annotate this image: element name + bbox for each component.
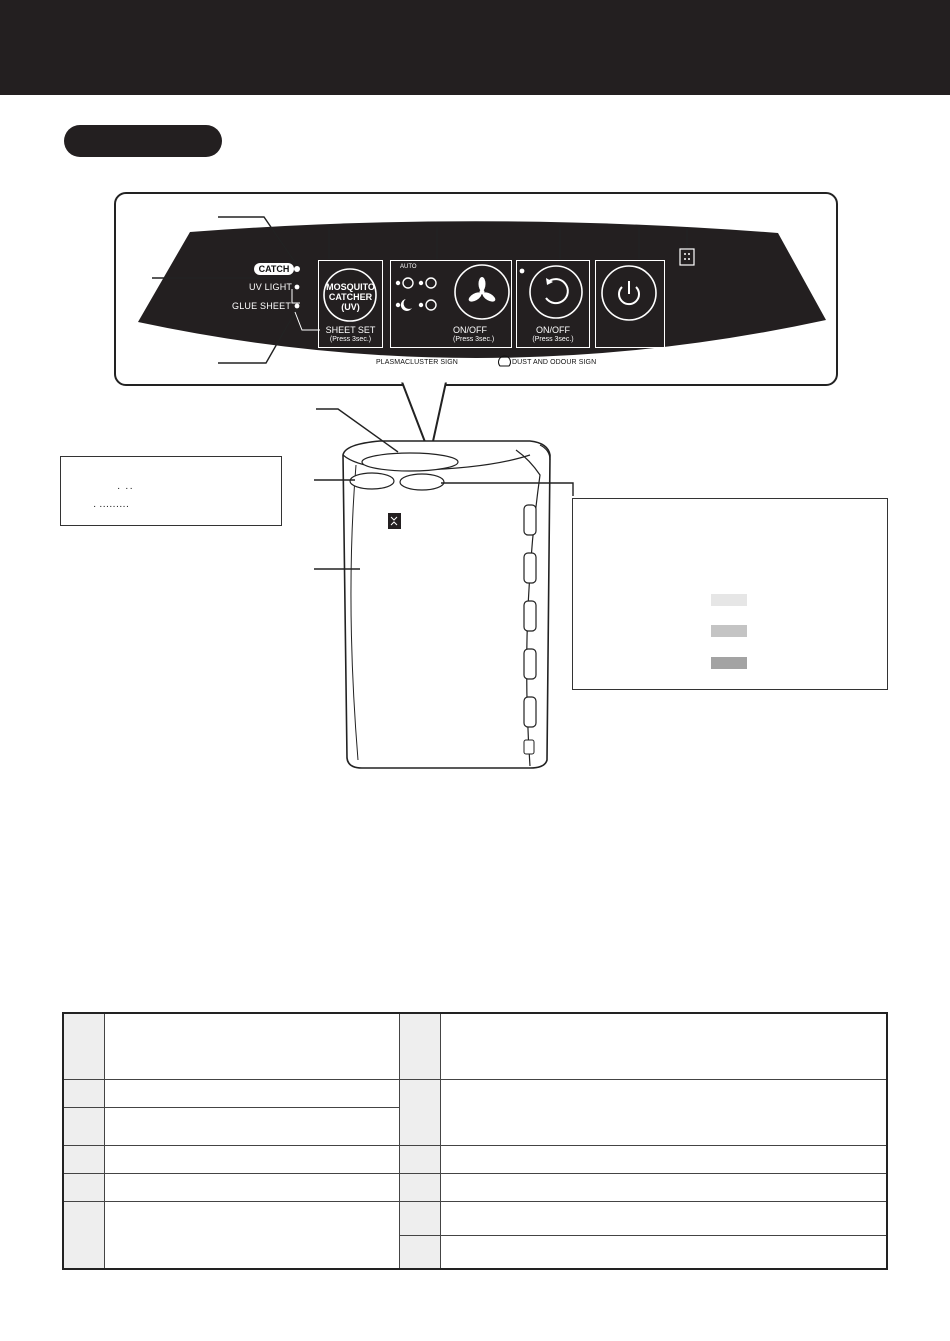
table-cell xyxy=(105,1201,400,1269)
table-row xyxy=(63,1013,887,1079)
table-cell xyxy=(105,1173,400,1201)
level-bar-light xyxy=(711,594,747,606)
table-cell xyxy=(441,1079,888,1145)
table-row xyxy=(63,1201,887,1235)
table-cell xyxy=(441,1173,888,1201)
press-3sec-label: (Press 3sec.) xyxy=(329,336,372,343)
mosquito-line3: (UV) xyxy=(341,302,360,312)
level-bar-dark xyxy=(711,657,747,669)
note-box-right xyxy=(572,498,888,690)
table-row xyxy=(63,1173,887,1201)
table-cell xyxy=(400,1235,441,1269)
table-row xyxy=(63,1145,887,1173)
plasmacluster-sign-label: PLASMACLUSTER SIGN xyxy=(376,359,458,366)
plasmacluster-logo xyxy=(388,513,401,529)
table-cell xyxy=(105,1013,400,1079)
uv-light-label: UV LIGHT xyxy=(249,282,293,292)
glue-led xyxy=(295,304,300,309)
glue-sheet-label: GLUE SHEET xyxy=(232,301,292,311)
table-cell xyxy=(400,1201,441,1235)
sheet-set-label: SHEET SET xyxy=(325,325,376,335)
light-button[interactable] xyxy=(516,260,590,348)
table-cell xyxy=(400,1145,441,1173)
table-cell xyxy=(441,1013,888,1079)
dust-odour-sign-label: DUST AND ODOUR SIGN xyxy=(512,359,597,366)
table-cell xyxy=(63,1201,105,1269)
table-cell xyxy=(441,1235,888,1269)
note-dots-1: · ·· xyxy=(117,483,134,494)
table-cell xyxy=(441,1145,888,1173)
table-cell xyxy=(105,1107,400,1145)
mosquito-line1: MOSQUITO xyxy=(326,282,375,292)
table-cell xyxy=(63,1079,105,1107)
level-bar-mid xyxy=(711,625,747,637)
power-button[interactable] xyxy=(595,260,665,348)
note-dots-2: · ········· xyxy=(93,501,130,512)
table-cell xyxy=(63,1013,105,1079)
fan-on-off-label: ON/OFF xyxy=(453,325,487,335)
mosquito-line2: CATCHER xyxy=(328,292,373,302)
mosquito-catcher-button[interactable] xyxy=(318,260,383,348)
table-cell xyxy=(400,1013,441,1079)
air-purifier-illustration xyxy=(343,441,550,768)
catch-led xyxy=(294,266,300,272)
table-row xyxy=(63,1079,887,1107)
table-cell xyxy=(105,1145,400,1173)
fan-speed-button[interactable] xyxy=(390,260,512,348)
table-cell xyxy=(63,1107,105,1145)
table-cell xyxy=(441,1201,888,1235)
light-on-off-label: ON/OFF xyxy=(536,325,570,335)
table-cell xyxy=(63,1145,105,1173)
parts-table xyxy=(62,1012,888,1270)
light-press-3sec-label: (Press 3sec.) xyxy=(532,336,574,343)
table-cell xyxy=(400,1079,441,1145)
auto-label: AUTO xyxy=(400,264,417,270)
table-cell xyxy=(105,1079,400,1107)
table-cell xyxy=(400,1173,441,1201)
catch-indicator-label: CATCH xyxy=(254,263,294,275)
table-cell xyxy=(63,1173,105,1201)
fan-press-3sec-label: (Press 3sec.) xyxy=(453,336,495,343)
uv-led xyxy=(295,285,300,290)
note-box-left xyxy=(60,456,282,526)
